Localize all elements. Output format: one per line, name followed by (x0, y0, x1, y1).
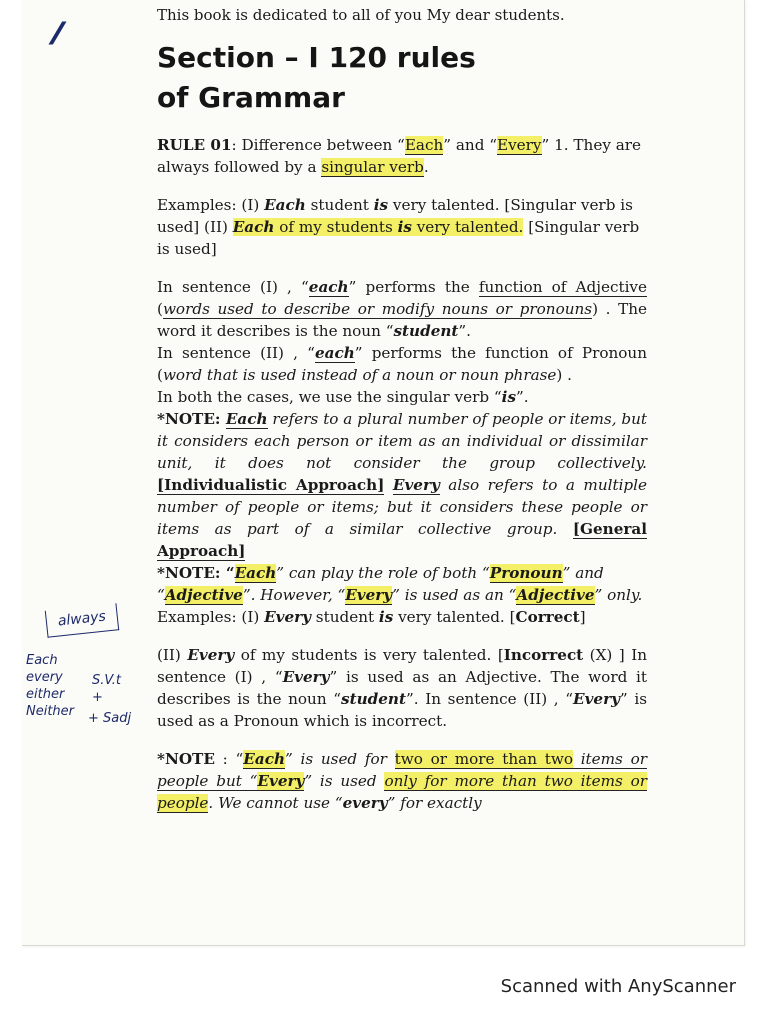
handwritten-word-list: Each every either Neither (26, 653, 75, 719)
pen-mark: ⁄⁄⁄ (54, 17, 58, 52)
handwritten-svt: S.V.t + (92, 673, 122, 705)
sentence-one-explanation: In sentence (I) , “each” performs the function of Adjective (words used to describe or modify nouns or pronouns) . The word it describes is the noun “student”. (157, 278, 648, 340)
note-individualistic: *NOTE: Each refers to a plural number of people or items, but it considers each person or item as an individual or dissimilar unit, it does not consider the group collectively. [Individualistic Approach] Every also refers to a multiple number of people or items; but it considers these people or items as part of a similar collective group. [General Approach] (157, 410, 648, 560)
examples-each: Examples: (I) Each student is very talented. [Singular verb is used] (II) Each of my students is very talented. [Singular verb is used] (157, 196, 640, 258)
section-title: Section – I 120 rules of Grammar (157, 41, 476, 114)
sentence-two-explanation: In sentence (II) , “each” performs the function of Pronoun (word that is used instead of a noun or noun phrase) . (157, 344, 647, 384)
note-roles: *NOTE: “Each” can play the role of both “Pronoun” and “Adjective”. However, “Every” is used as an “Adjective” only. (157, 564, 643, 604)
handwritten-sadj: + Sadj (88, 711, 132, 726)
rule-intro: RULE 01: Difference between “Each” and “Every” 1. They are always followed by a singular verb. (157, 136, 642, 176)
note-two-or-more: *NOTE : “Each” is used for two or more than two items or people but “Every” is used only for more than two items or people. We cannot use “every” for exactly (157, 750, 648, 812)
both-cases: In both the cases, we use the singular verb “is”. (157, 388, 529, 406)
example-incorrect: (II) Every of my students is very talented. [Incorrect (X) ] In sentence (I) , “Every” is used as an Adjective. The word it describes is the noun “student”. In sentence (II) , “Every” is used as a Pronoun which is incorrect. (157, 646, 647, 730)
handwritten-always: always (45, 603, 119, 637)
scanner-watermark: Scanned with AnyScanner (500, 976, 736, 997)
page-content (157, 4, 647, 814)
dedication: This book is dedicated to all of you My dear students. (157, 6, 565, 24)
examples-every: Examples: (I) Every student is very talented. [Correct] (157, 608, 586, 626)
